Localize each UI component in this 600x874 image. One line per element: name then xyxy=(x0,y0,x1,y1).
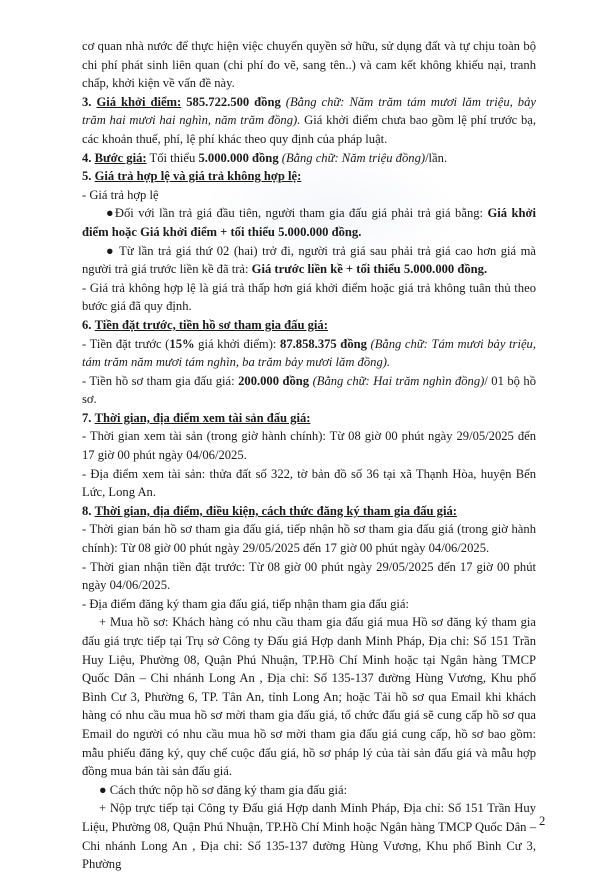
section-7-heading: 7. Thời gian, địa điểm xem tài sản đấu giá: xyxy=(82,410,311,425)
section-4-bid-step: 4. Bước giá: Tối thiểu 5.000.000 đồng (Bằng chữ: Năm triệu đồng)/lần. xyxy=(82,150,448,165)
viewing-location-line: - Địa điểm xem tài sản: thửa đất số 322, tờ bản đồ số 36 tại xã Thạnh Hòa, huyện Bến Lức, Long An. xyxy=(82,466,536,500)
page-number: 2 xyxy=(539,814,546,828)
valid-bid-label: - Giá trả hợp lệ xyxy=(82,187,159,202)
dossier-fee-line: - Tiền hồ sơ tham gia đấu giá: 200.000 đồng (Bằng chữ: Hai trăm nghìn đồng)/ 01 bộ hồ sơ. xyxy=(82,373,537,407)
section-3-starting-price: 3. Giá khởi điểm: 585.722.500 đồng (Bằng chữ: Năm trăm tám mươi lăm triệu, bảy trăm hai mươi hai nghìn, năm trăm đồng). Giá khởi điểm chưa bao gồm lệ phí trước bạ, các khoản thuế, phí, lệ phí khác theo quy định của pháp luật. xyxy=(82,94,537,146)
direct-submission-paragraph: + Nộp trực tiếp tại Công ty Đấu giá Hợp danh Minh Pháp, Địa chỉ: Số 151 Trần Huy Liệu, Phường 08, Quận Phú Nhuận, TP.Hồ Chí Minh hoặc Ngân hàng TMCP Quốc Dân – Chi nhánh Long An , Địa chỉ: Số 135-137 đường Hùng Vương, Khu phố Bình Cư 3, Phường xyxy=(82,801,536,872)
submission-method-heading: ● Cách thức nộp hồ sơ đăng ký tham gia đấu giá: xyxy=(99,782,348,797)
section-5-heading: 5. Giá trả hợp lệ và giá trả không hợp lệ: xyxy=(82,169,302,184)
deposit-time-line: - Thời gian nhận tiền đặt trước: Từ 08 giờ 00 phút ngày 29/05/2025 đến 17 giờ 00 phút ngày 04/06/2025. xyxy=(82,559,536,593)
deposit-line: - Tiền đặt trước (15% giá khởi điểm): 87.858.375 đồng (Bằng chữ: Tám mươi bảy triệu, tám trăm năm mươi tám nghìn, ba trăm bảy mươi lăm đồng). xyxy=(82,336,536,370)
paragraph-intro: cơ quan nhà nước để thực hiện việc chuyển quyền sở hữu, sử dụng đất và tự chịu toàn bộ chi phí phát sinh liên quan (chi phí đo vẽ, sang tên..) và cam kết không khiếu nại, tranh chấp, khởi kiện về vấn đề này. xyxy=(82,39,536,91)
document-body xyxy=(82,37,536,874)
valid-bid-rule-1: ●Đối với lần trả giá đầu tiên, người tham gia đấu giá phải trả giá bằng: Giá khởi điểm hoặc Giá khởi điểm + tối thiểu 5.000.000 đồng. xyxy=(82,206,536,239)
dossier-sale-time-line: - Thời gian bán hồ sơ tham gia đấu giá, tiếp nhận hồ sơ tham gia đấu giá (trong giờ hành chính): Từ 08 giờ 00 phút ngày 29/05/2025 đến 17 giờ 00 phút ngày 04/06/2025. xyxy=(82,522,536,556)
buy-dossier-paragraph: + Mua hồ sơ: Khách hàng có nhu cầu tham gia đấu giá mua Hồ sơ đăng ký tham gia đấu giá trực tiếp tại Trụ sở Công ty Đấu giá Hợp danh Minh Pháp, Địa chỉ: Số 151 Trần Huy Liệu, Phường 08, Quận Phú Nhuận, TP.Hồ Chí Minh hoặc tại Ngân hàng TMCP Quốc Dân – Chi nhánh Long An , Địa chỉ: Số 135-137 đường Hùng Vương, Khu phố Bình Cư 3, Phường 6, TP. Tân An, tỉnh Long An; hoặc Tải hồ sơ qua Email khi khách hàng có nhu cầu mua hồ sơ mời tham gia đấu giá, tổ chức đấu giá sẽ cung cấp hồ sơ qua Email do người có nhu cầu mua hồ sơ mời tham gia đấu giá cung cấp, hồ sơ bao gồm: mẫu phiếu đăng ký, quy chế cuộc đấu giá, hồ sơ pháp lý của tài sản đấu giá và mẫu hợp đồng mua bán tài sản đấu giá. xyxy=(82,615,536,779)
invalid-bid-rule: - Giá trả không hợp lệ là giá trả thấp hơn giá khởi điểm hoặc giá trả không tuân thủ theo bước giá đã quy định. xyxy=(82,280,536,314)
section-8-heading: 8. Thời gian, địa điểm, điều kiện, cách thức đăng ký tham gia đấu giá: xyxy=(82,503,457,518)
viewing-time-line: - Thời gian xem tài sản (trong giờ hành chính): Từ 08 giờ 00 phút ngày 29/05/2025 đến 17 giờ 00 phút ngày 04/06/2025. xyxy=(82,429,536,463)
valid-bid-rule-2: ● Từ lần trả giá thứ 02 (hai) trở đi, người trả giá sau phải trả giá cao hơn giá mà người trả giá trước liền kề đã trả: Giá trước liền kề + tối thiểu 5.000.000 đồng. xyxy=(82,243,536,277)
section-6-heading: 6. Tiền đặt trước, tiền hồ sơ tham gia đấu giá: xyxy=(82,317,328,332)
registration-location-line: - Địa điểm đăng ký tham gia đấu giá, tiếp nhận tham gia đấu giá: xyxy=(82,596,409,611)
